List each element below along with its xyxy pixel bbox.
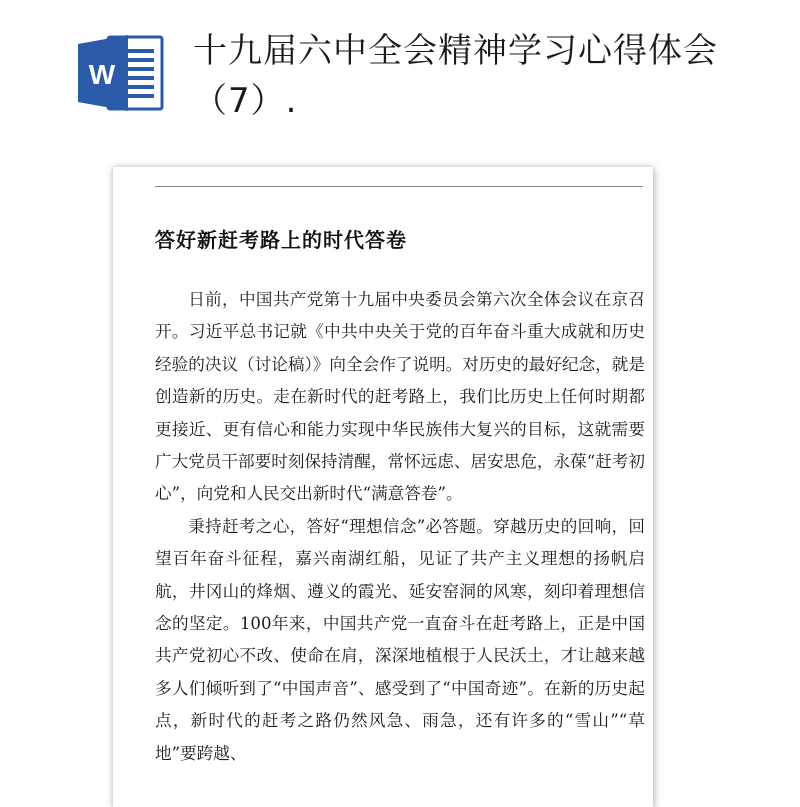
header [0, 0, 800, 150]
paragraph: 秉持赶考之心，答好“理想信念”必答题。穿越历史的回响，回望百年奋斗征程，嘉兴南湖红船，见证了共产主义理想的扬帆启航，井冈山的烽烟、遵义的霞光、延安窑洞的风寒，刻印着理想信念的坚定。100年来，中国共产党一直奋斗在赶考路上，正是中国共产党初心不改、使命在肩，深深地植根于人民沃土，才让越来越多人们倾听到了“中国声音”、感受到了“中国奇迹”。在新的历史起点，新时代的赶考之路仍然风急、雨急，还有许多的“雪山”“草地”要跨越、 [155, 516, 645, 763]
paragraph: 日前，中国共产党第十九届中央委员会第六次全体会议在京召开。习近平总书记就《中共中央关于党的百年奋斗重大成就和历史经验的决议（讨论稿）》向全会作了说明。对历史的最好纪念，就是创造新的历史。走在新时代的赶考路上，我们比历史上任何时期都更接近、更有信心和能力实现中华民族伟大复兴的目标，这就需要广大党员干部要时刻保持清醒，常怀远虑、居安思危，永葆“赶考初心”，向党和人民交出新时代“满意答卷”。 [155, 290, 645, 504]
document-title: 十九届六中全会精神学习心得体会（7）. [193, 31, 718, 121]
word-icon-letter: W [88, 59, 116, 90]
document-page [113, 167, 653, 807]
word-document-icon [78, 33, 164, 113]
article-title: 答好新赶考路上的时代答卷 [155, 228, 407, 252]
article-body [155, 284, 645, 770]
header-rule [155, 186, 643, 187]
